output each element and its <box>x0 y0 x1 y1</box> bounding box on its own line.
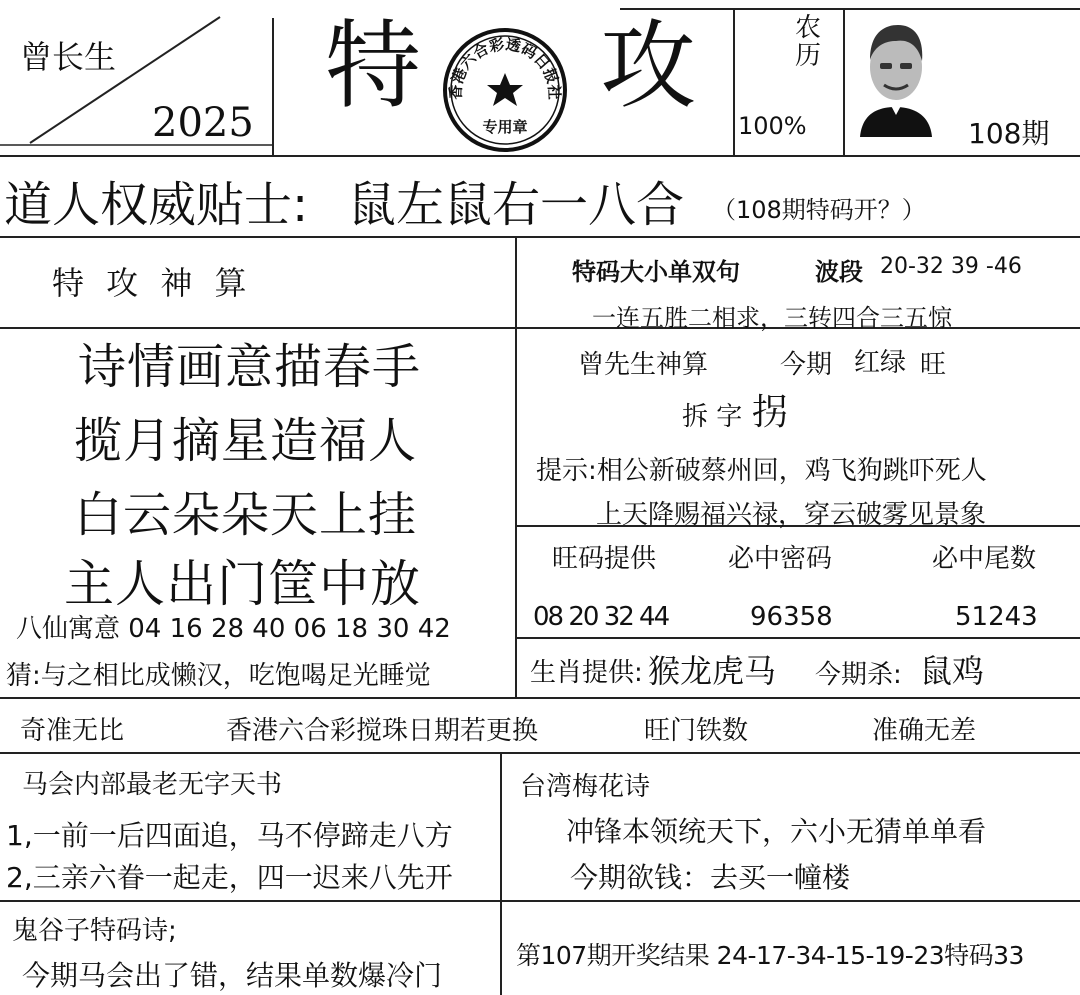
rule-v-title <box>733 8 735 155</box>
rule-banner-bottom <box>0 752 1080 754</box>
issue-number: 108期 <box>968 117 1050 150</box>
guiguzi-title: 鬼谷子特码诗; <box>12 916 177 946</box>
banner-item-4: 准确无差 <box>872 716 977 746</box>
poem-line-4: 主人出门筐中放 <box>64 555 421 613</box>
seal-stamp <box>440 25 570 155</box>
poem-line-2: 揽月摘星造福人 <box>74 413 418 469</box>
code-header-1: 旺码提供 <box>552 544 657 574</box>
banner-item-1: 奇准无比 <box>20 716 125 746</box>
tip-label: 道人权威贴士: <box>4 177 309 233</box>
wang-label: 旺 <box>920 350 947 380</box>
poem-line-3: 白云朵朵天上挂 <box>74 487 418 543</box>
title-right-char: 攻 <box>600 10 696 122</box>
mahui-line-2: 2,三亲六眷一起走，四一迟来八先开 <box>6 861 453 894</box>
wave-label: 波段 <box>815 258 863 286</box>
title-left-char: 特 <box>325 10 421 122</box>
zodiac-label: 生肖提供: <box>530 658 643 688</box>
year: 2025 <box>152 100 254 146</box>
kill-label: 今期杀: <box>815 660 902 690</box>
rule-header-bottom <box>0 155 1080 157</box>
guess-line: 猜:与之相比成懒汉，吃饱喝足光睡觉 <box>6 661 431 691</box>
rule-v-name <box>272 18 274 155</box>
mahui-line-1: 1,一前一后四面追，马不停蹄走八方 <box>6 819 453 852</box>
wave-values: 20-32 39 -46 <box>880 254 1022 279</box>
seal-center-text: 专用章 <box>482 118 528 136</box>
tip-text: 鼠左鼠右一八合 <box>348 177 685 233</box>
seal-ring-text: 香港六合彩透码日报社 <box>446 35 564 100</box>
zeng-label: 曾先生神算 <box>578 350 709 380</box>
rule-tip-bottom <box>0 236 1080 238</box>
taiwan-line-2: 今期欲钱：去买一幢楼 <box>570 861 851 894</box>
verse-line: 一连五胜二相求，三转四合三五惊 <box>592 304 952 332</box>
taiwan-line-1: 冲锋本领统天下，六小无猜单单看 <box>566 815 987 848</box>
chaizi-label: 拆 字 <box>682 402 743 432</box>
bagua-numbers: 八仙寓意 04 16 28 40 06 18 30 42 <box>16 614 451 644</box>
rule-v-bottom <box>500 752 502 995</box>
code-header-2: 必中密码 <box>728 544 833 574</box>
code-value-3: 51243 <box>955 602 1038 632</box>
colors-value: 红绿 <box>854 348 907 378</box>
chaizi-char: 拐 <box>752 392 789 433</box>
draw-result: 第107期开奖结果 24-17-34-15-19-23特码33 <box>516 941 1024 970</box>
this-issue-label: 今期 <box>780 350 833 380</box>
rule-bottom-mid <box>0 900 1080 902</box>
taiwan-title: 台湾梅花诗 <box>520 772 651 802</box>
rule-v-lunar <box>843 8 845 155</box>
person-name: 曾长生 <box>20 38 117 76</box>
rule-right-3 <box>515 637 1080 639</box>
code-value-2: 96358 <box>750 602 833 632</box>
code-header-3: 必中尾数 <box>932 544 1037 574</box>
portrait-photo <box>848 15 943 137</box>
special-code-heading: 特码大小单双句 <box>572 258 740 286</box>
rule-v-middle <box>515 236 517 697</box>
zodiac-animals: 猴龙虎马 <box>648 652 777 690</box>
percent: 100% <box>738 112 807 140</box>
banner-item-2: 香港六合彩搅珠日期若更换 <box>226 716 539 746</box>
left-panel-title: 特 攻 神 算 <box>52 264 253 302</box>
rule-banner-top <box>0 697 1080 699</box>
code-value-1: 08 20 32 44 <box>533 602 669 632</box>
tip-note: （108期特码开？） <box>712 196 926 224</box>
mahui-title: 马会内部最老无字天书 <box>22 770 283 800</box>
poem-line-1: 诗情画意描春手 <box>78 339 422 395</box>
lunar-label: 农历 <box>795 13 822 71</box>
banner-item-3: 旺门铁数 <box>644 716 749 746</box>
hint-line-2: 上天降赐福兴禄，穿云破雾见景象 <box>596 500 987 530</box>
guiguzi-line: 今期马会出了错，结果单数爆冷门 <box>22 959 443 992</box>
kill-value: 鼠鸡 <box>920 652 985 690</box>
hint-line-1: 提示:相公新破蔡州回，鸡飞狗跳吓死人 <box>536 456 987 486</box>
